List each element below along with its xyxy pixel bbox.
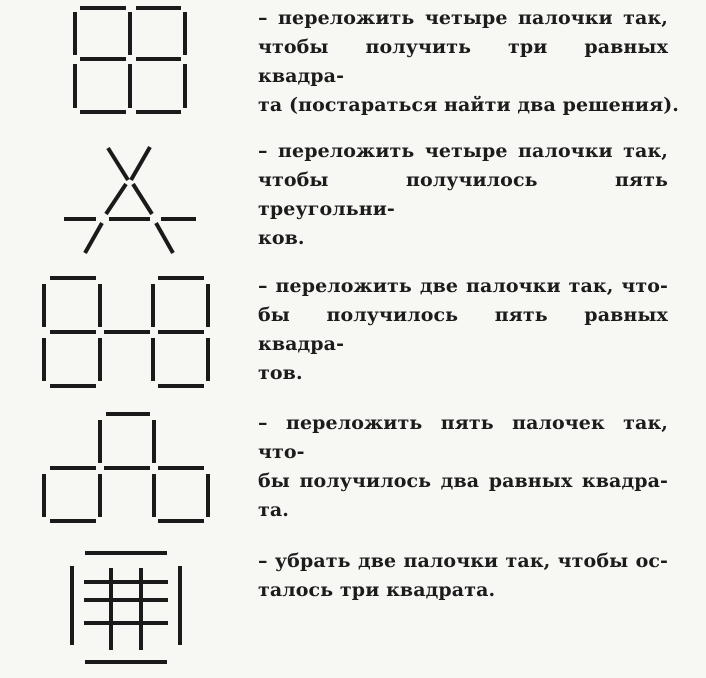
figure-two-by-two-squares: [75, 8, 185, 112]
text-line: талось три квадрата.: [258, 579, 496, 601]
text-line: бы получилось два равных квадра-: [258, 470, 668, 492]
text-line: чтобы получить три равных квадра-: [258, 36, 668, 87]
figure-squares-bridge: [44, 278, 208, 386]
text-line: тов.: [258, 362, 303, 384]
text-line: ков.: [258, 227, 305, 249]
text-line: чтобы получилось пять треугольни-: [258, 169, 668, 220]
task-2-text: [258, 137, 668, 253]
task-3-text: [258, 272, 668, 388]
figure-framed-grid: [72, 553, 180, 662]
task-4-text: [258, 409, 668, 525]
text-line: бы получилось пять равных квадра-: [258, 304, 668, 355]
figure-triangle-star: [64, 147, 196, 253]
text-line: – переложить четыре палочки так,: [258, 7, 668, 29]
text-line: – переложить четыре палочки так,: [258, 140, 668, 162]
task-1-text: [258, 4, 680, 120]
text-line: та.: [258, 499, 289, 521]
figure-stepped-squares: [44, 414, 208, 521]
text-line: – переложить пять палочек так, что-: [258, 412, 668, 463]
task-5-text: [258, 547, 668, 605]
text-line: – переложить две палочки так, что-: [258, 275, 668, 297]
text-line: та (постараться найти два решения).: [258, 94, 680, 116]
text-line: – убрать две палочки так, чтобы ос-: [258, 550, 668, 572]
